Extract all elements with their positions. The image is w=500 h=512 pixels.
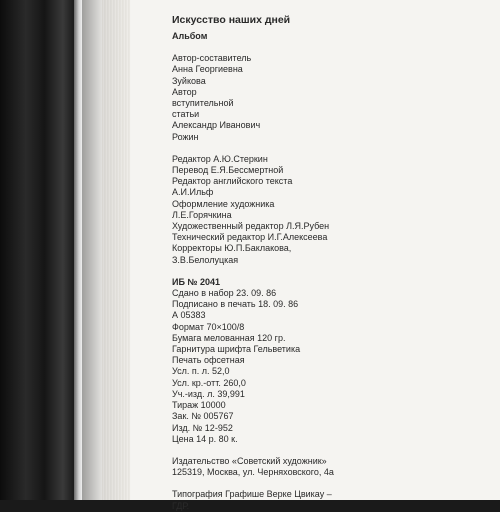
publication-line: Гарнитура шрифта Гельветика xyxy=(172,344,301,355)
publication-line: Изд. № 12-952 xyxy=(172,422,233,433)
publication-line: Зак. № 005767 xyxy=(172,411,234,422)
author-line: Зуйкова xyxy=(172,75,206,86)
book-spine xyxy=(0,0,74,500)
publication-line: Уч.-изд. л. 39,991 xyxy=(172,388,245,399)
credit-line: Редактор английского текста xyxy=(172,176,293,187)
author-line: Автор xyxy=(172,86,197,97)
colophon xyxy=(172,14,492,512)
page-gutter-shadow xyxy=(82,0,132,500)
printer-line: ГДР. xyxy=(172,500,190,511)
publication-line: Сдано в набор 23. 09. 86 xyxy=(172,288,277,299)
credit-line: Технический редактор И.Г.Алексеева xyxy=(172,232,328,243)
publisher-line: Издательство «Советский художник» xyxy=(172,455,327,466)
credit-line: Л.Е.Горячкина xyxy=(172,209,232,220)
publication-line: Усл. п. л. 52,0 xyxy=(172,366,230,377)
book-subtitle: Альбом xyxy=(172,31,208,41)
publication-line: Формат 70×100/8 xyxy=(172,321,245,332)
publisher-block xyxy=(172,456,492,478)
author-line: Рожин xyxy=(172,131,199,142)
publication-line: Тираж 10000 xyxy=(172,400,226,411)
publication-line: Печать офсетная xyxy=(172,355,245,366)
author-line: вступительной xyxy=(172,98,234,109)
publication-line: А 05383 xyxy=(172,310,206,321)
publication-block xyxy=(172,277,492,445)
ib-number: ИБ № 2041 xyxy=(172,276,220,287)
author-line: статьи xyxy=(172,109,200,120)
publisher-line: 125319, Москва, ул. Черняховского, 4а xyxy=(172,467,334,478)
publication-line: Усл. кр.-отт. 260,0 xyxy=(172,377,246,388)
credit-line: А.И.Ильф xyxy=(172,187,214,198)
credit-line: Корректоры Ю.П.Баклакова, xyxy=(172,243,292,254)
publication-line: Цена 14 р. 80 к. xyxy=(172,433,238,444)
credit-line: Перевод Е.Я.Бессмертной xyxy=(172,165,284,176)
author-line: Анна Георгиевна xyxy=(172,64,243,75)
book-cover-edge xyxy=(74,0,82,500)
publication-line: Подписано в печать 18. 09. 86 xyxy=(172,299,299,310)
publication-line: Бумага мелованная 120 гр. xyxy=(172,332,286,343)
credit-line: Художественный редактор Л.Я.Рубен xyxy=(172,221,330,232)
book-title: Искусство наших дней xyxy=(172,14,291,26)
printer-block xyxy=(172,489,492,511)
credit-line: Редактор А.Ю.Стеркин xyxy=(172,153,268,164)
printer-line: Типография Графише Верке Цвикау – xyxy=(172,489,332,500)
credit-line: Оформление художника xyxy=(172,198,275,209)
authors-block xyxy=(172,53,492,143)
credit-line: З.В.Белолуцкая xyxy=(172,254,239,265)
author-line: Александр Иванович xyxy=(172,120,261,131)
credits-block xyxy=(172,154,492,266)
author-line: Автор-составитель xyxy=(172,53,252,64)
